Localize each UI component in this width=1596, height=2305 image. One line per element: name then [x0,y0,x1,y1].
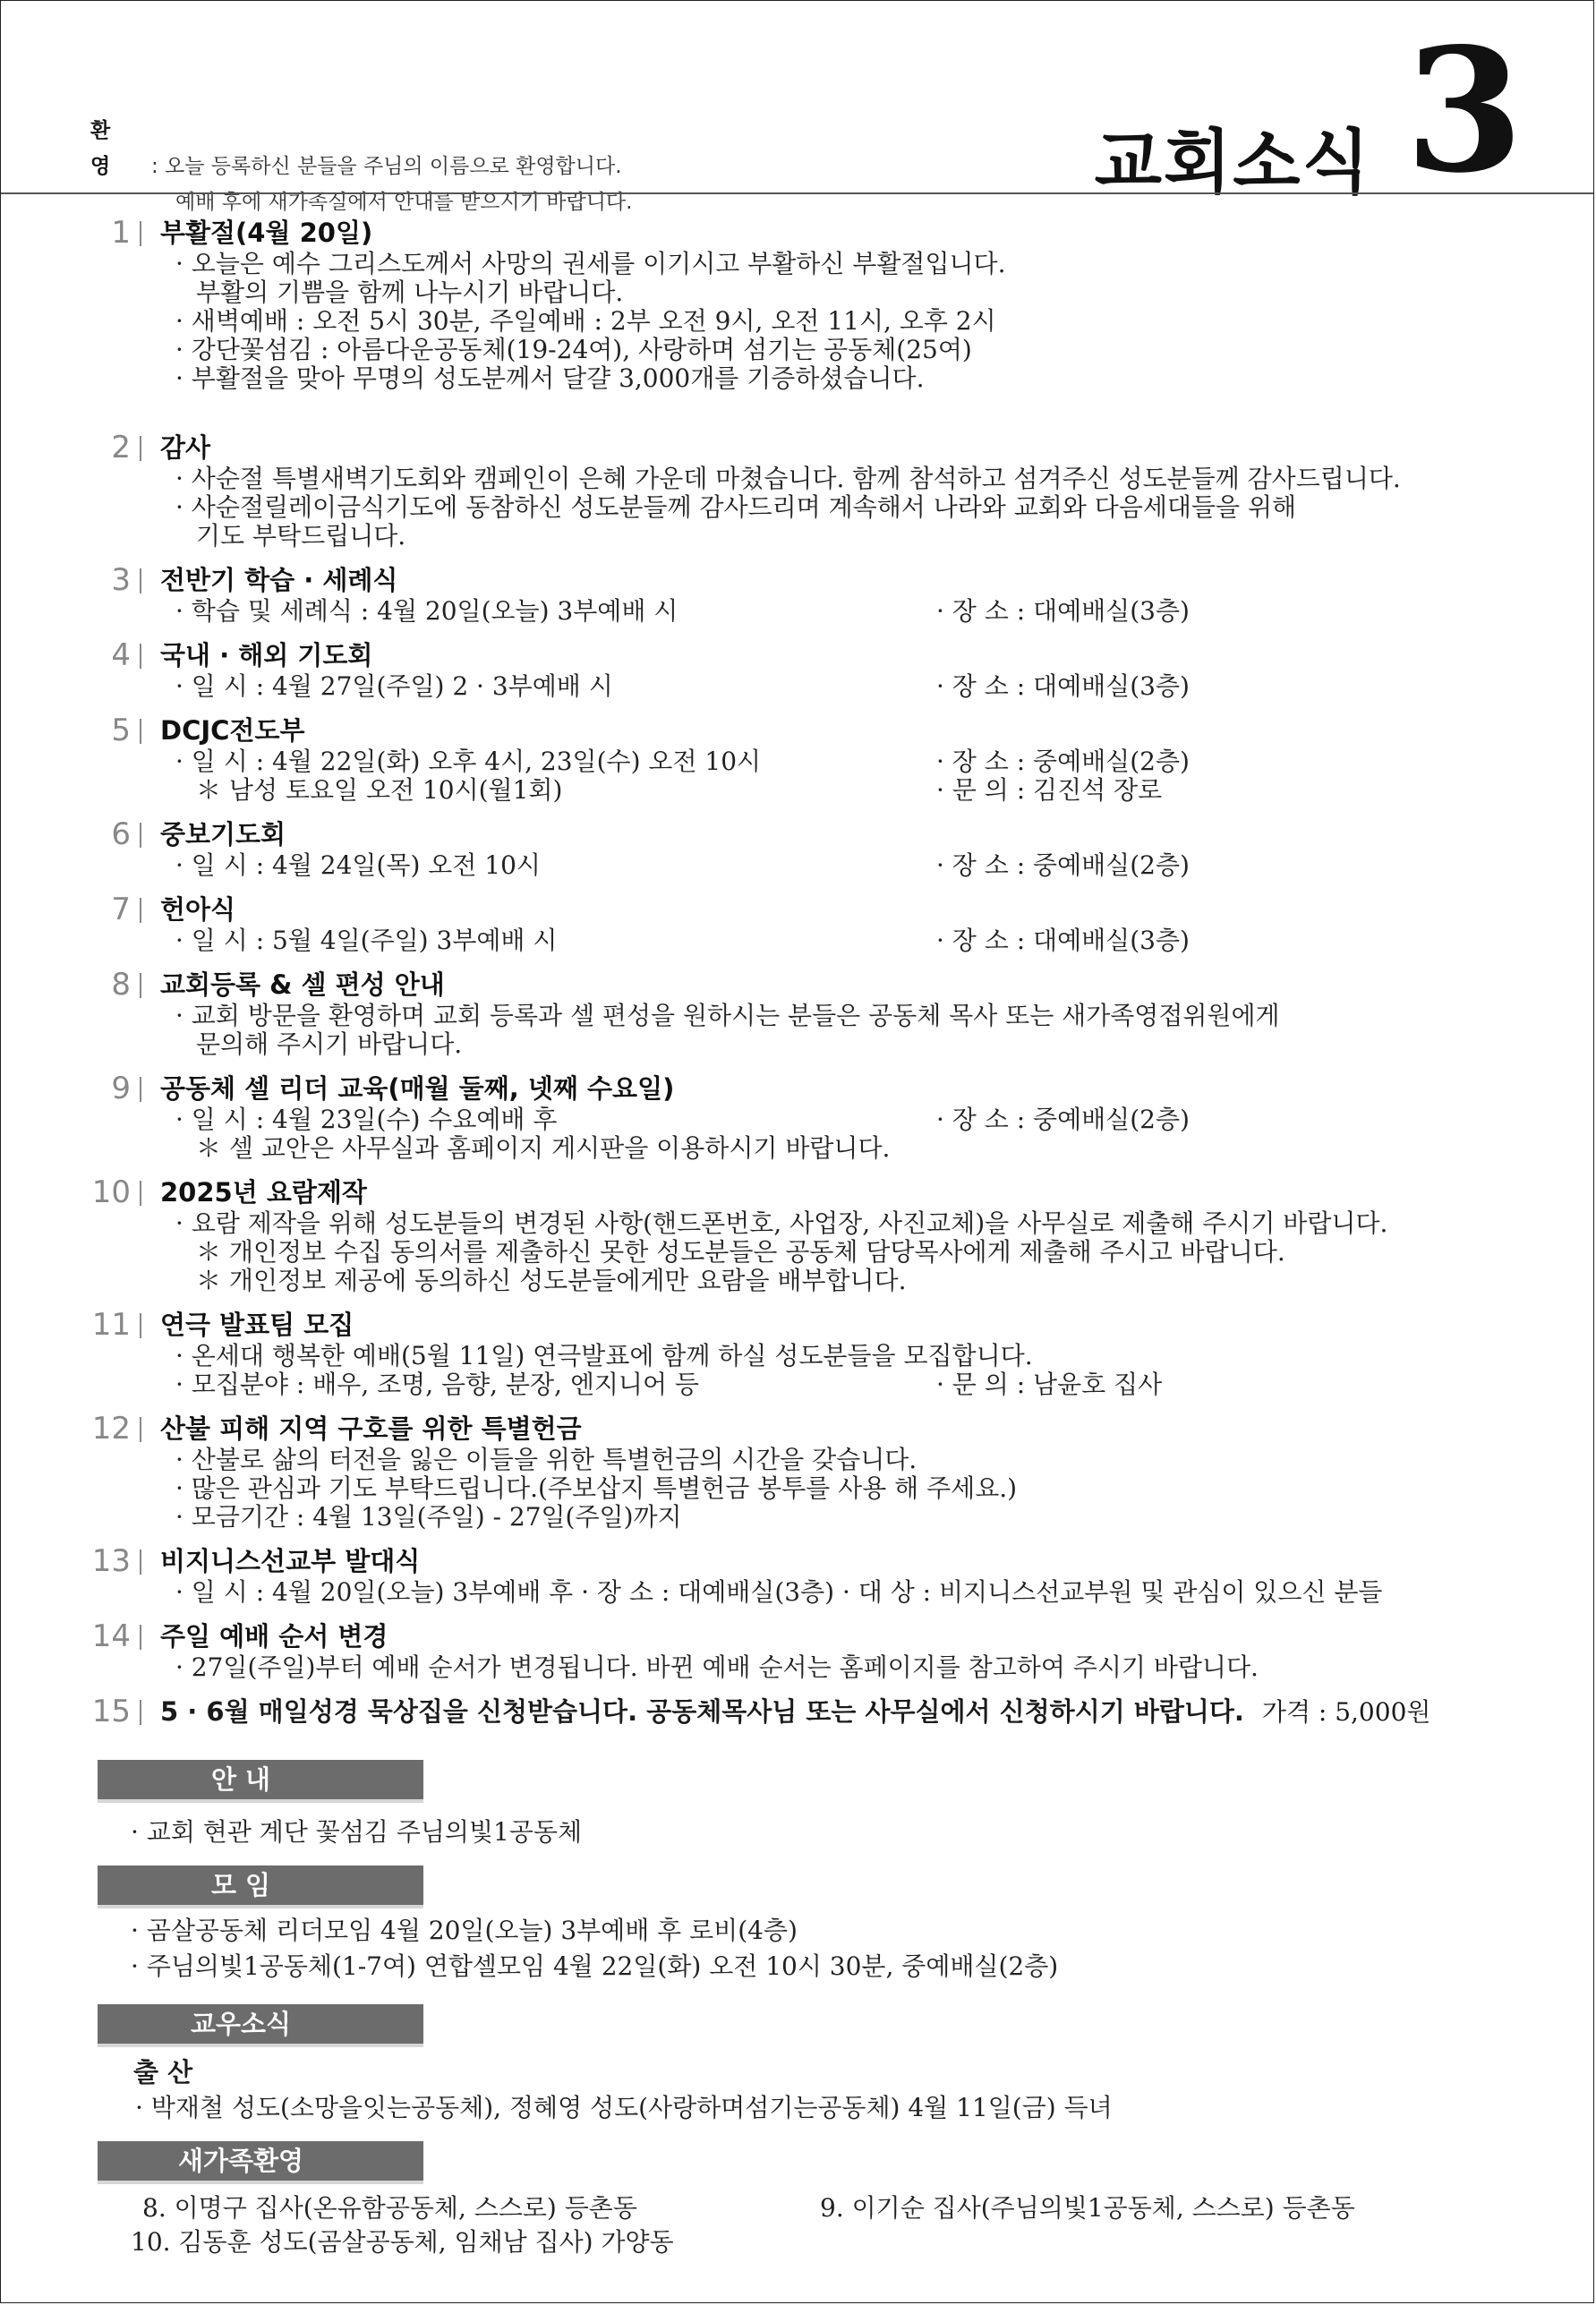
item-divider [140,823,141,848]
item-line: · 부활절을 맞아 무명의 성도분께서 달걀 3,000개를 기증하셨습니다. [175,363,925,393]
item-divider [140,568,141,593]
item-number: 9 [111,1071,131,1106]
item-line: · 일 시 : 4월 22일(화) 오후 4시, 23일(수) 오전 10시 · 장 소 : 중예배실(2층) [175,747,1190,776]
item-title: 전반기 학습 · 세례식 [160,565,398,595]
meeting-line: · 곰살공동체 리더모임 4월 20일(오늘) 3부예배 후 로비(4층) [131,1916,798,1945]
item-line: · 일 시 : 4월 24일(목) 오전 10시 · 장 소 : 중예배실(2층) [175,850,1190,880]
news-item [1,1412,1595,1532]
item-line: · 많은 관심과 기도 부탁드립니다.(주보삽지 특별헌금 봉투를 사용 해 주세요.) [175,1473,1018,1503]
news-item [1,1619,1595,1682]
item-number: 7 [111,892,131,927]
news-item [1,1071,1595,1163]
item-line: · 학습 및 세례식 : 4월 20일(오늘) 3부예배 시 · 장 소 : 대예배실(3층) [175,596,1190,626]
item-divider [140,1700,141,1725]
news-item [1,713,1595,805]
item-number: 12 [91,1411,131,1447]
item-title: DCJC전도부 [160,715,305,746]
item-line: 기도 부탁드립니다. [196,521,406,551]
news-item [1,1544,1595,1607]
news-line: · 박재철 성도(소망을잇는공동체), 정혜영 성도(사랑하며섬기는공동체) 4월 11일(금) 득녀 [135,2093,1113,2122]
welcome-note [90,113,632,220]
item-divider [140,1417,141,1442]
item-divider [140,436,141,461]
news-item [1,1175,1595,1295]
item-location: · 장 소 : 중예배실(2층) [936,1105,1190,1134]
item-line: · 일 시 : 4월 27일(주일) 2 · 3부예배 시 · 장 소 : 대예배실(3층) [175,671,1190,701]
news-item [1,1308,1595,1399]
item-line: 부활의 기쁨을 함께 나누시기 바랍니다. [196,277,624,307]
item-number: 3 [111,562,131,598]
item-title: 국내 · 해외 기도회 [160,640,373,670]
item-contact: · 문 의 : 김진석 장로 [936,775,1163,805]
item-title: 감사 [160,432,211,463]
item-line: · 온세대 행복한 예배(5월 11일) 연극발표에 함께 하실 성도분들을 모집합니다. [175,1341,1033,1370]
item-location: · 장 소 : 중예배실(2층) [936,747,1190,776]
item-line: · 산불로 삶의 터전을 잃은 이들을 위한 특별헌금의 시간을 갖습니다. [175,1445,917,1474]
item-number: 2 [111,430,131,465]
item-title: 교회등록 & 셀 편성 안내 [160,969,445,1000]
section-header-news: 교우소식 [98,2004,423,2044]
item-title: 헌아식 [160,894,236,925]
news-item [1,431,1595,551]
item-price: 가격 : 5,000원 [1261,1697,1431,1727]
item-number: 4 [111,637,131,673]
item-title: 중보기도회 [160,819,286,849]
notice-line: · 교회 현관 계단 꽃섬김 주님의빛1공동체 [131,1817,582,1847]
item-line: · 모금기간 : 4월 13일(주일) - 27일(주일)까지 [175,1502,682,1532]
section-header-newfamily: 새가족환영 [98,2141,423,2181]
item-line: · 일 시 : 5월 4일(주일) 3부예배 시 · 장 소 : 대예배실(3층) [175,926,1190,955]
item-line: ＊ 남성 토요일 오전 10시(월1회) · 문 의 : 김진석 장로 [196,775,1163,805]
item-title: 주일 예배 순서 변경 [160,1621,388,1652]
item-title: 산불 피해 지역 구호를 위한 특별헌금 [160,1413,582,1444]
newfamily-entry: 8. 이명구 집사(온유함공동체, 스스로) 등촌동 [142,2193,637,2223]
newfamily-entry: 10. 김동훈 성도(곰살공동체, 임채남 집사) 가양동 [131,2227,674,2257]
item-line: ＊ 개인정보 수집 동의서를 제출하신 못한 성도분들은 공동체 담당목사에게 제출해 주시고 바랍니다. [196,1237,1285,1267]
item-line: 문의해 주시기 바랍니다. [196,1029,463,1059]
news-item [1,817,1595,880]
item-location: · 장 소 : 대예배실(3층) [936,926,1190,955]
item-line: · 강단꽃섬김 : 아름다운공동체(19-24여), 사랑하며 섬기는 공동체(25여) [175,335,972,364]
item-number: 14 [91,1618,131,1654]
item-number: 11 [91,1307,131,1343]
item-title: 5 · 6월 매일성경 묵상집을 신청받습니다. 공동체목사님 또는 사무실에서 신청하시기 바랍니다. 가격 : 5,000원 [160,1696,1431,1727]
item-divider [140,221,141,246]
item-line: · 오늘은 예수 그리스도께서 사망의 권세를 이기시고 부활하신 부활절입니다. [175,249,1006,278]
item-line: · 새벽예배 : 오전 5시 30분, 주일예배 : 2부 오전 9시, 오전 11시, 오후 2시 [175,306,996,336]
item-number: 15 [91,1694,131,1729]
item-line: · 교회 방문을 환영하며 교회 등록과 셀 편성을 원하시는 분들은 공동체 목사 또는 새가족영접위원에게 [175,1001,1280,1030]
item-divider [140,1181,141,1206]
item-line: · 요람 제작을 위해 성도분들의 변경된 사항(핸드폰번호, 사업장, 사진교체)을 사무실로 제출해 주시기 바랍니다. [175,1208,1388,1238]
news-item [1,563,1595,626]
item-divider [140,898,141,923]
item-title: 비지니스선교부 발대식 [160,1546,421,1576]
item-title: 공동체 셀 리더 교육(매월 둘째, 넷째 수요일) [160,1073,675,1104]
item-number: 5 [111,713,131,748]
page-number: 3 [1404,11,1523,210]
item-divider [140,644,141,669]
item-title: 2025년 요람제작 [160,1177,367,1208]
item-divider [140,719,141,744]
item-divider [140,1313,141,1338]
item-location: · 장 소 : 대예배실(3층) [936,596,1190,626]
item-number: 1 [111,215,131,251]
item-title: 연극 발표팀 모집 [160,1310,354,1340]
item-line: · 일 시 : 4월 20일(오늘) 3부예배 후 · 장 소 : 대예배실(3층) · 대 상 : 비지니스선교부원 및 관심이 있으신 분들 [175,1577,1383,1607]
header-divider [1,192,1593,194]
news-items [1,216,1595,1729]
item-title: 부활절(4월 20일) [160,218,373,248]
item-number: 8 [111,967,131,1003]
page-title: 교회소식 [1094,123,1371,203]
item-line: · 모집분야 : 배우, 조명, 음향, 분장, 엔지니어 등 · 문 의 : 남윤호 집사 [175,1370,1163,1399]
item-line: ＊ 셀 교안은 사무실과 홈페이지 게시판을 이용하시기 바랍니다. [196,1133,891,1163]
item-line: · 27일(주일)부터 예배 순서가 변경됩니다. 바뀐 예배 순서는 홈페이지를 참고하여 주시기 바랍니다. [175,1652,1259,1682]
meeting-line: · 주님의빛1공동체(1-7여) 연합셀모임 4월 22일(화) 오전 10시 30분, 중예배실(2층) [131,1951,1059,1981]
item-divider [140,1077,141,1102]
item-line: · 일 시 : 4월 23일(수) 수요예배 후 · 장 소 : 중예배실(2층) [175,1105,1190,1134]
item-divider [140,973,141,998]
section-header-notice: 안 내 [98,1760,423,1799]
welcome-line-2: 예배 후에 새가족실에서 안내를 받으시기 바랍니다. [175,191,633,214]
item-line: · 사순절 특별새벽기도회와 캠페인이 은혜 가운데 마쳤습니다. 함께 참석하고 섬겨주신 성도분들께 감사드립니다. [175,464,1401,493]
news-item [1,216,1595,393]
item-number: 10 [91,1174,131,1210]
item-contact: · 문 의 : 남윤호 집사 [936,1370,1163,1399]
item-location: · 장 소 : 중예배실(2층) [936,850,1190,880]
item-number: 13 [91,1543,131,1579]
welcome-label: 환 영 [90,119,116,178]
item-divider [140,1625,141,1650]
item-divider [140,1549,141,1575]
item-line: ＊ 개인정보 제공에 동의하신 성도분들에게만 요람을 배부합니다. [196,1266,907,1295]
news-item [1,968,1595,1059]
welcome-line-1: : 오늘 등록하신 분들을 주님의 이름으로 환영합니다. [151,155,622,178]
news-item [1,892,1595,955]
section-header-meeting: 모 임 [98,1865,423,1905]
item-number: 6 [111,816,131,852]
news-subtitle: 출 산 [133,2057,193,2087]
newfamily-entry: 9. 이기순 집사(주님의빛1공동체, 스스로) 등촌동 [820,2193,1355,2223]
item-line: · 사순절릴레이금식기도에 동참하신 성도분들께 감사드리며 계속해서 나라와 교회와 다음세대들을 위해 [175,492,1297,522]
item-location: · 장 소 : 대예배실(3층) [936,671,1190,701]
news-item [1,1695,1595,1729]
news-item [1,638,1595,701]
